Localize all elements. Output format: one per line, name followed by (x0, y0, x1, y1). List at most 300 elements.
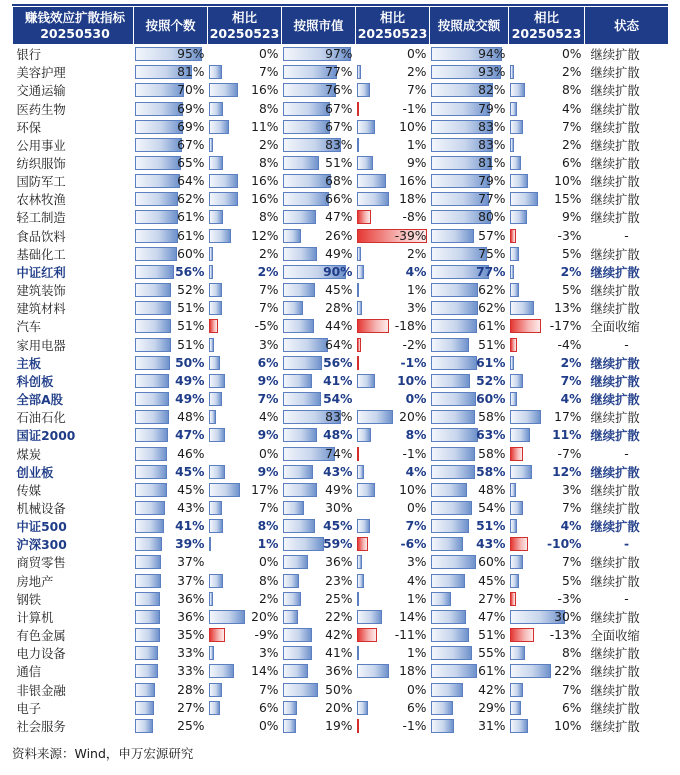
value-bar (135, 83, 184, 97)
change-cell (356, 45, 430, 64)
change-value: 4% (405, 464, 427, 479)
pct-value: 83% (478, 119, 506, 134)
value-bar (135, 229, 178, 243)
change-value: 9% (406, 156, 427, 171)
table-row (13, 680, 669, 698)
row-name: 全部A股 (16, 393, 63, 408)
value-bar (431, 410, 475, 424)
change-value: 12% (251, 228, 279, 243)
table-row (13, 463, 669, 481)
change-cell (208, 154, 282, 172)
change-cell (356, 699, 430, 717)
table-row (13, 190, 669, 208)
pct-cell (134, 118, 208, 136)
pct-value: 58% (478, 410, 506, 425)
row-name: 中证500 (16, 520, 67, 535)
row-name: 有色金属 (16, 629, 66, 644)
value-bar (209, 683, 222, 697)
pct-cell (134, 63, 208, 81)
change-value: 0% (405, 392, 427, 407)
value-bar (135, 210, 178, 224)
value-bar (135, 701, 154, 715)
pct-cell (282, 118, 356, 136)
pct-value: 60% (476, 392, 506, 407)
change-value: -17% (549, 319, 582, 334)
pct-value: 62% (478, 283, 506, 298)
value-bar (283, 646, 312, 660)
value-bar (209, 83, 238, 97)
change-cell (356, 426, 430, 444)
pct-cell (134, 590, 208, 608)
change-cell (208, 662, 282, 680)
change-cell (356, 136, 430, 154)
change-cell (509, 717, 585, 735)
change-cell (208, 281, 282, 299)
change-value: -18% (394, 319, 427, 334)
change-value: 8% (405, 428, 427, 443)
change-value: 16% (399, 174, 427, 189)
table-row (13, 372, 669, 390)
pct-value: 36% (325, 555, 353, 570)
change-value: 8% (258, 573, 279, 588)
change-value: 3% (406, 301, 427, 316)
change-value: -5% (254, 319, 279, 334)
pct-value: 75% (478, 246, 506, 261)
pct-cell (134, 336, 208, 354)
change-value: 8% (258, 210, 279, 225)
value-bar (510, 683, 523, 697)
pct-value: 41% (175, 519, 205, 534)
header-status (585, 7, 669, 45)
header-turnover-label: 按照成交额 (437, 17, 501, 33)
value-bar (510, 501, 523, 515)
value-bar (510, 555, 523, 569)
pct-cell (282, 372, 356, 390)
pct-value: 45% (478, 573, 506, 588)
pct-value: 20% (325, 700, 353, 715)
value-bar (357, 465, 364, 479)
row-name: 纺织服饰 (16, 157, 66, 172)
change-value: 8% (561, 646, 582, 661)
pct-value: 66% (325, 192, 353, 207)
pct-value: 55% (478, 646, 506, 661)
pct-value: 25% (177, 718, 205, 733)
row-name: 交通运输 (16, 84, 66, 99)
pct-value: 52% (476, 373, 506, 388)
pct-cell (430, 99, 509, 117)
pct-cell (430, 699, 509, 717)
diffusion-table (12, 6, 668, 735)
status-text: 继续扩散 (590, 102, 640, 117)
status-text: 继续扩散 (590, 520, 640, 535)
change-cell (509, 45, 585, 64)
pct-value: 51% (177, 337, 205, 352)
value-bar (357, 374, 375, 388)
negative-bar (357, 338, 361, 352)
table-row (13, 245, 669, 263)
pct-value: 27% (177, 700, 205, 715)
change-value: 9% (257, 428, 279, 443)
value-bar (431, 465, 475, 479)
change-value: 22% (554, 664, 582, 679)
change-cell (208, 208, 282, 226)
change-cell (208, 590, 282, 608)
value-bar (209, 102, 223, 116)
value-bar (510, 428, 530, 442)
status-text: 继续扩散 (590, 411, 640, 426)
pct-value: 37% (177, 573, 205, 588)
value-bar (431, 392, 476, 406)
change-cell (208, 118, 282, 136)
pct-cell (282, 553, 356, 571)
status-text: 继续扩散 (590, 429, 640, 444)
status-text: 继续扩散 (590, 157, 640, 172)
value-bar (510, 392, 517, 406)
row-name: 沪深300 (16, 538, 67, 553)
change-cell (356, 572, 430, 590)
value-bar (357, 283, 359, 297)
value-bar (135, 120, 183, 134)
header-mktcap-change-label: 相比 20250523 (357, 9, 428, 41)
change-cell (356, 590, 430, 608)
change-value: -8% (402, 210, 427, 225)
pct-value: 28% (325, 301, 353, 316)
change-value: 8% (561, 83, 582, 98)
change-value: 20% (399, 410, 427, 425)
negative-bar (510, 447, 523, 461)
pct-value: 57% (478, 228, 506, 243)
pct-value: 95% (177, 47, 205, 62)
change-value: -6% (400, 537, 427, 552)
pct-cell (430, 190, 509, 208)
change-value: 2% (257, 264, 279, 279)
change-cell (208, 390, 282, 408)
pct-value: 48% (323, 428, 353, 443)
change-cell (356, 680, 430, 698)
change-cell (356, 190, 430, 208)
row-name: 计算机 (16, 610, 54, 625)
value-bar (431, 483, 467, 497)
pct-cell (282, 172, 356, 190)
negative-bar (510, 537, 528, 551)
pct-cell (134, 372, 208, 390)
pct-value: 51% (478, 337, 506, 352)
pct-cell (430, 535, 509, 553)
pct-cell (134, 481, 208, 499)
change-value: 1% (406, 137, 427, 152)
change-value: -4% (557, 337, 582, 352)
value-bar (135, 646, 158, 660)
value-bar (357, 120, 375, 134)
change-cell (208, 190, 282, 208)
change-value: 9% (561, 210, 582, 225)
pct-value: 68% (325, 174, 353, 189)
header-indicator (13, 7, 134, 45)
change-cell (509, 608, 585, 626)
pct-value: 47% (175, 428, 205, 443)
change-value: 15% (554, 192, 582, 207)
pct-value: 83% (478, 137, 506, 152)
pct-value: 42% (325, 628, 353, 643)
change-value: -39% (394, 228, 427, 243)
change-cell (208, 299, 282, 317)
header-mktcap (282, 7, 356, 45)
value-bar (283, 592, 301, 606)
value-bar (357, 301, 362, 315)
value-bar (135, 283, 171, 297)
pct-cell (430, 717, 509, 735)
pct-cell (134, 190, 208, 208)
change-cell (509, 444, 585, 462)
value-bar (431, 229, 474, 243)
pct-value: 44% (325, 319, 353, 334)
value-bar (357, 65, 361, 79)
change-cell (356, 154, 430, 172)
status-text: 继续扩散 (590, 465, 640, 480)
change-cell (356, 644, 430, 662)
value-bar (357, 664, 389, 678)
table-row (13, 426, 669, 444)
value-bar (510, 65, 514, 79)
negative-bar (510, 338, 517, 352)
change-cell (208, 517, 282, 535)
change-cell (509, 172, 585, 190)
value-bar (431, 356, 477, 370)
pct-cell (430, 172, 509, 190)
value-bar (431, 319, 477, 333)
value-bar (431, 301, 478, 315)
pct-value: 61% (177, 228, 205, 243)
status-text: 继续扩散 (590, 574, 640, 589)
change-cell (356, 535, 430, 553)
header-mktcap-label: 按照市值 (293, 17, 344, 33)
value-bar (135, 156, 181, 170)
pct-value: 29% (478, 700, 506, 715)
pct-cell (430, 680, 509, 698)
status-text: 继续扩散 (590, 647, 640, 662)
change-cell (208, 608, 282, 626)
value-bar (135, 719, 153, 733)
pct-cell (430, 317, 509, 335)
value-bar (510, 138, 514, 152)
pct-cell (282, 444, 356, 462)
pct-value: 19% (325, 718, 353, 733)
pct-cell (282, 154, 356, 172)
negative-bar (357, 719, 359, 733)
change-cell (356, 299, 430, 317)
change-cell (509, 99, 585, 117)
pct-value: 36% (177, 609, 205, 624)
pct-cell (134, 281, 208, 299)
row-name: 环保 (16, 120, 42, 135)
value-bar (510, 465, 532, 479)
row-name: 医药生物 (16, 102, 66, 117)
pct-value: 58% (478, 446, 506, 461)
value-bar (357, 555, 362, 569)
value-bar (283, 719, 296, 733)
pct-cell (282, 354, 356, 372)
change-value: 2% (560, 264, 582, 279)
value-bar (357, 156, 373, 170)
pct-value: 79% (478, 101, 506, 116)
value-bar (431, 664, 477, 678)
pct-value: 31% (478, 718, 506, 733)
table-row (13, 553, 669, 571)
header-mktcap-change (356, 7, 430, 45)
value-bar (209, 210, 223, 224)
pct-cell (282, 499, 356, 517)
value-bar (283, 701, 297, 715)
pct-value: 27% (478, 591, 506, 606)
value-bar (510, 719, 528, 733)
pct-cell (430, 572, 509, 590)
table-row (13, 154, 669, 172)
change-cell (509, 190, 585, 208)
value-bar (510, 210, 527, 224)
value-bar (510, 483, 516, 497)
change-value: 6% (258, 700, 279, 715)
table-row (13, 590, 669, 608)
pct-cell (430, 644, 509, 662)
row-name: 国防军工 (16, 175, 66, 190)
change-value: -9% (254, 628, 279, 643)
pct-value: 43% (177, 500, 205, 515)
change-value: 5% (561, 573, 582, 588)
value-bar (283, 519, 315, 533)
pct-value: 80% (478, 210, 506, 225)
header-count-change (208, 7, 282, 45)
change-value: -10% (546, 537, 582, 552)
pct-cell (282, 535, 356, 553)
pct-cell (430, 118, 509, 136)
value-bar (135, 265, 174, 279)
change-value: 7% (561, 500, 582, 515)
value-bar (431, 338, 469, 352)
pct-value: 79% (478, 174, 506, 189)
value-bar (283, 210, 316, 224)
change-value: 7% (561, 555, 582, 570)
pct-cell (134, 317, 208, 335)
pct-cell (282, 299, 356, 317)
change-cell (509, 553, 585, 571)
row-name: 公用事业 (16, 138, 66, 153)
pct-cell (134, 517, 208, 535)
value-bar (135, 519, 164, 533)
change-value: 6% (406, 700, 427, 715)
pct-cell (430, 408, 509, 426)
status-text: 继续扩散 (590, 683, 640, 698)
value-bar (283, 229, 301, 243)
table-row (13, 263, 669, 281)
value-bar (510, 356, 514, 370)
change-value: 7% (258, 682, 279, 697)
change-cell (509, 81, 585, 99)
value-bar (135, 428, 168, 442)
value-bar (135, 683, 155, 697)
pct-value: 97% (325, 47, 353, 62)
change-cell (509, 390, 585, 408)
status-text: 继续扩散 (590, 193, 640, 208)
pct-cell (282, 208, 356, 226)
pct-cell (430, 662, 509, 680)
change-value: -3% (557, 228, 582, 243)
table-row (13, 608, 669, 626)
pct-value: 67% (325, 119, 353, 134)
value-bar (135, 319, 171, 333)
pct-value: 49% (325, 482, 353, 497)
change-value: 20% (251, 609, 279, 624)
pct-value: 45% (175, 464, 205, 479)
row-name: 建筑装饰 (16, 284, 66, 299)
value-bar (135, 102, 183, 116)
pct-value: 61% (478, 319, 506, 334)
table-row (13, 390, 669, 408)
value-bar (357, 519, 370, 533)
value-bar (357, 574, 364, 588)
pct-cell (282, 644, 356, 662)
change-value: 5% (561, 246, 582, 261)
value-bar (135, 192, 178, 206)
change-cell (509, 644, 585, 662)
change-value: 7% (258, 283, 279, 298)
negative-bar (357, 628, 377, 642)
change-value: 0% (258, 555, 279, 570)
value-bar (209, 283, 222, 297)
table-row (13, 717, 669, 735)
header-turnover (430, 7, 509, 45)
value-bar (357, 610, 382, 624)
change-cell (208, 99, 282, 117)
pct-value: 50% (325, 682, 353, 697)
change-cell (208, 336, 282, 354)
change-cell (208, 372, 282, 390)
value-bar (283, 501, 304, 515)
pct-cell (430, 336, 509, 354)
change-value: 10% (397, 373, 427, 388)
change-cell (356, 99, 430, 117)
value-bar (135, 555, 161, 569)
pct-value: 45% (323, 519, 353, 534)
pct-value: 35% (177, 628, 205, 643)
pct-value: 60% (177, 246, 205, 261)
value-bar (283, 483, 317, 497)
pct-value: 61% (177, 210, 205, 225)
change-cell (509, 317, 585, 335)
change-value: 8% (258, 156, 279, 171)
change-value: 8% (257, 519, 279, 534)
negative-bar (510, 229, 516, 243)
source-note: 资料来源：Wind，申万宏源研究 (12, 746, 194, 761)
change-cell (356, 227, 430, 245)
value-bar (209, 265, 213, 279)
change-cell (356, 662, 430, 680)
pct-cell (282, 680, 356, 698)
table-row (13, 517, 669, 535)
change-value: 3% (406, 555, 427, 570)
pct-cell (282, 63, 356, 81)
pct-cell (282, 481, 356, 499)
change-cell (509, 499, 585, 517)
pct-value: 37% (177, 555, 205, 570)
pct-cell (282, 45, 356, 64)
pct-cell (134, 354, 208, 372)
pct-value: 90% (323, 264, 353, 279)
change-cell (208, 463, 282, 481)
pct-cell (430, 426, 509, 444)
change-value: 0% (258, 47, 279, 62)
pct-cell (282, 408, 356, 426)
pct-cell (134, 463, 208, 481)
